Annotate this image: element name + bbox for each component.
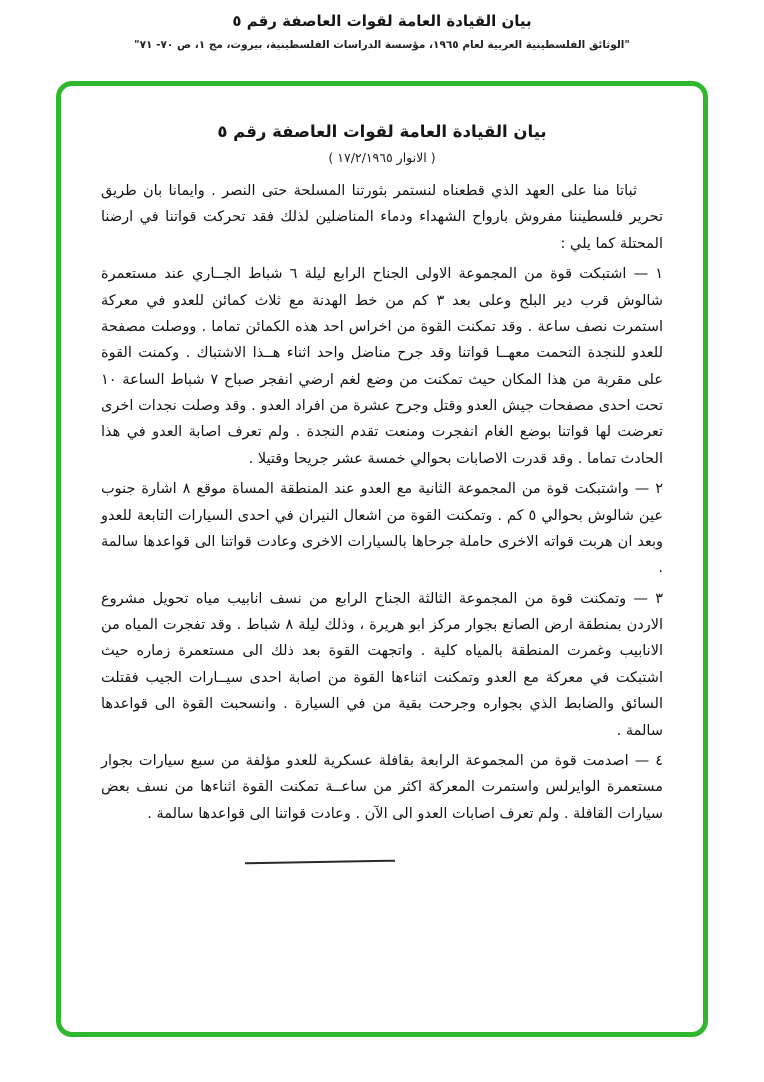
document-body bbox=[101, 178, 663, 863]
intro-paragraph: ثباتا منا على العهد الذي قطعناه لنستمر بثورتنا المسلحة حتى النصر . وايمانا بان طريق تحرير فلسطيننا مفروش بارواح الشهداء ودماء المناضلين لذلك فقد تحركت قواتنا في ارضنا المحتلة كما يلي : bbox=[101, 183, 663, 252]
signature-divider-line bbox=[245, 860, 395, 865]
numbered-item-2 bbox=[101, 476, 663, 582]
document-frame bbox=[56, 81, 708, 1037]
item-text: اشتبكت قوة من المجموعة الاولى الجناح الرابع ليلة ٦ شباط الجــاري عند مستعمرة شالوش قرب دير البلح وعلى بعد ٣ كم من خط الهدنة مع ثلاث كمائن للعدو في معركة استمرت نصف ساعة . وقد تمكنت القوة من اخراس احد هذه الكمائن تماما . ووصلت مصفحة للعدو للنجدة التحمت معهــا قواتنا وقد جرح مناضل واحد اثناء هــذا الاشتباك . وكمنت القوة على مقربة من هذا المكان حيث تمكنت من وضع لغم ارضي انفجر صباح ٧ شباط الساعة ١٠ تحت احدى مصفحات جيش العدو وقتل وجرح عشرة من افراد العدو . وقد وصلت نجدات اخرى تعرضت لها قواتنا بوضع الغام انفجرت ومنعت تقدم النجدة . ولم تعرف اصابة العدو في هذا الحادث تماما . وقد قدرت الاصابات بحوالي خمسة عشر جريحا وقتيلا . bbox=[101, 266, 664, 467]
page-header bbox=[0, 12, 764, 51]
item-number: ٤ — bbox=[634, 752, 664, 769]
page-title: بيان القيادة العامة لقوات العاصفة رقم ٥ bbox=[232, 12, 532, 30]
document-date-line: ( الانوار ١٧/٢/١٩٦٥ ) bbox=[328, 150, 436, 165]
item-number: ٢ — bbox=[634, 481, 663, 498]
item-number: ١ — bbox=[633, 266, 663, 283]
source-citation: "الوثائق الفلسطينية العربية لعام ١٩٦٥، مؤسسة الدراسات الفلسطينية، بيروت، مج ١، ص ٧٠- ٧١" bbox=[134, 39, 630, 51]
numbered-item-4 bbox=[101, 748, 663, 827]
item-text: وتمكنت قوة من المجموعة الثالثة الجناح الرابع من نسف انابيب مياه تحويل مشروع الاردن بمنطقة ارض الصانع بجوار مركز ابو هريرة ، وذلك ليلة ٨ شباط . وقد تفجرت المياه من الانابيب وغمرت المنطقة بالمياه كلية . واتجهت القوة بعد ذلك الى مستعمرة زماره حيث اشتبكت في معركة مع العدو وتمكنت اثناءها القوة من اصابة احدى سيــارات الجيب فقتلت السائق والضابط الذي بجواره وجرحت بقية من في السيارة . وانسحبت القوة الى قواعدها سالمة . bbox=[101, 590, 663, 739]
item-text: اصدمت قوة من المجموعة الرابعة بقافلة عسكرية للعدو مؤلفة من سبع سيارات بجوار مستعمرة الوايرلس واستمرت المعركة اكثر من ساعــة تمكنت القوة اثناءها من نسف بعض سيارات القافلة . ولم تعرف اصابات العدو الى الآن . وعادت قواتنا الى قواعدها سالمة . bbox=[101, 752, 663, 822]
numbered-item-1 bbox=[101, 261, 663, 472]
item-number: ٣ — bbox=[633, 590, 664, 607]
numbered-item-3 bbox=[101, 586, 663, 744]
item-text: واشتبكت قوة من المجموعة الثانية مع العدو عند المنطقة المساة موقع ٨ اشارة جنوب عين شالوش بحوالي ٥ كم . وتمكنت القوة من اشعال النيران في احدى السيارات التابعة للعدو وبعد ان هربت قواته الاخرى حاملة جرحاها بالسيارات الاخرى وعادت قواتنا الى قواعدها سالمة . bbox=[101, 481, 663, 577]
document-title: بيان القيادة العامة لقوات العاصفة رقم ٥ bbox=[217, 122, 547, 141]
